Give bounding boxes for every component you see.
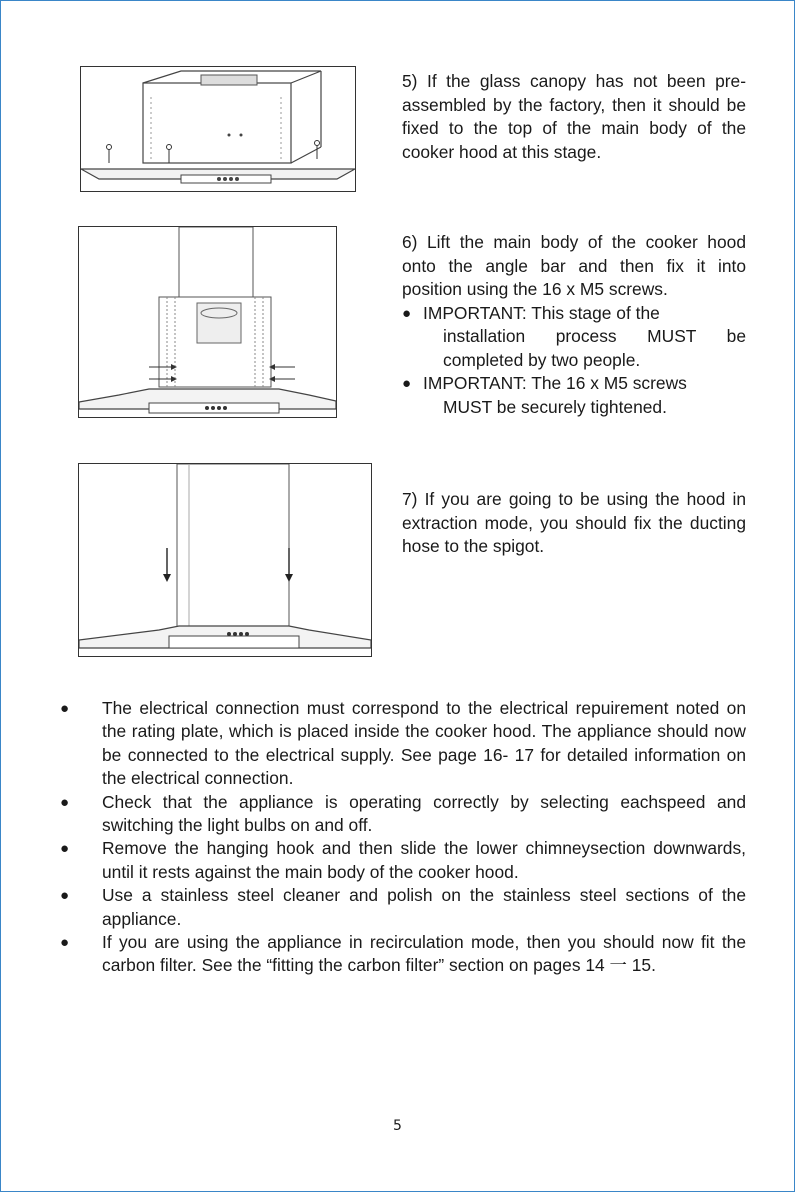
step-6-important-2 <box>402 372 746 419</box>
step-7-line-3: hose to the spigot. <box>402 536 545 556</box>
main-body-lift-illustration <box>78 226 337 418</box>
step-5-paragraph: 5) If the glass canopy has not been pre-assembled by the factory, then it should be fixed to the top of the main body of the cooker hood at this stage. <box>402 71 746 162</box>
note-clean-stainless-steel: ● Use a stainless steel cleaner and polish on the stainless steel sections of the appliance. <box>60 884 746 931</box>
installation-notes-list <box>60 697 746 978</box>
important-1-rest: installation process MUST be completed by two people. <box>443 326 746 370</box>
step-7-text <box>402 488 746 559</box>
step-5-text <box>402 70 746 164</box>
note-remove-hanging-hook: ● Remove the hanging hook and then slide the lower chimneysection downwards, until it rests against the main body of the cooker hood. <box>60 837 746 884</box>
glass-canopy-assembly-illustration <box>80 66 356 192</box>
step-7-line-1: 7) If you are going to be using the hood in <box>402 489 746 509</box>
step-6-text <box>402 231 746 419</box>
chimney-slide-down-illustration <box>78 463 372 657</box>
note-check-operation: ● Check that the appliance is operating correctly by selecting eachspeed and switching the light bulbs on and off. <box>60 791 746 838</box>
step-6-important-list <box>402 302 746 420</box>
important-2-lead: IMPORTANT: The 16 x M5 screws <box>423 373 687 393</box>
step-6-important-1 <box>402 302 746 373</box>
note-carbon-filter: ● If you are using the appliance in recirculation mode, then you should now fit the carbon filter. See the “fitting the carbon filter” section on pages 14 一 15. <box>60 931 746 978</box>
important-1-lead: IMPORTANT: This stage of the <box>423 302 660 323</box>
step-7-line-2: extraction mode, you should fix the ducting <box>402 512 746 533</box>
important-2-rest: MUST be securely tightened. <box>443 396 667 417</box>
note-electrical-connection: ● The electrical connection must correspond to the electrical repuirement noted on the rating plate, which is placed inside the cooker hood. The appliance should now be connected to the electrical supply. See page 16- 17 for detailed information on the electrical connection. <box>60 697 746 791</box>
step-6-paragraph: 6) Lift the main body of the cooker hood onto the angle bar and then fix it into position using the 16 x M5 screws. <box>402 232 746 299</box>
page-number: 5 <box>393 1118 402 1134</box>
